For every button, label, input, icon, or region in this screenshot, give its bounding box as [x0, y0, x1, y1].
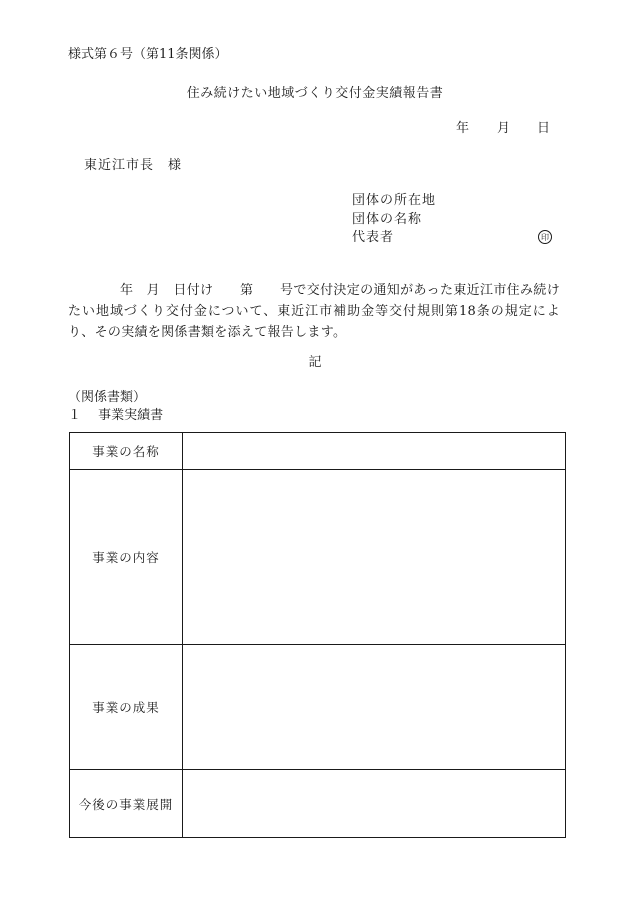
label-cell-future: 今後の事業展開 — [70, 770, 183, 838]
date-year-label: 年 — [456, 121, 470, 136]
seal-mark-icon: 印 — [538, 230, 552, 244]
sender-address-label: 団体の所在地 — [352, 193, 437, 208]
form-number: 様式第６号（第11条関係） — [68, 47, 228, 62]
ki-heading: 記 — [308, 355, 322, 370]
label-cell-content: 事業の内容 — [70, 470, 183, 645]
table-row-future — [70, 770, 566, 838]
date-day-label: 日 — [537, 121, 551, 136]
report-table — [69, 432, 566, 838]
date-month-label: 月 — [497, 121, 511, 136]
sender-representative-label: 代表者 — [352, 230, 395, 245]
value-cell-future[interactable] — [183, 770, 566, 838]
document-title: 住み続けたい地域づくり交付金実績報告書 — [186, 86, 444, 101]
addressee: 東近江市長 様 — [84, 158, 183, 173]
value-cell-name[interactable] — [183, 433, 566, 470]
attachments-heading: （関係書類） — [68, 390, 147, 405]
body-paragraph: 年 月 日付け 第 号で交付決定の通知があった東近江市住み続けたい地域づくり交付金について、東近江市補助金等交付規則第18条の規定により、その実績を関係書類を添えて報告します。 — [68, 283, 560, 340]
table-row-result — [70, 645, 566, 770]
value-cell-content[interactable] — [183, 470, 566, 645]
value-cell-result[interactable] — [183, 645, 566, 770]
attachment-item-1: １ 事業実績書 — [68, 408, 164, 423]
label-cell-name: 事業の名称 — [70, 433, 183, 470]
sender-name-label: 団体の名称 — [352, 212, 423, 227]
table-row-content — [70, 470, 566, 645]
label-cell-result: 事業の成果 — [70, 645, 183, 770]
table-row-name — [70, 433, 566, 470]
